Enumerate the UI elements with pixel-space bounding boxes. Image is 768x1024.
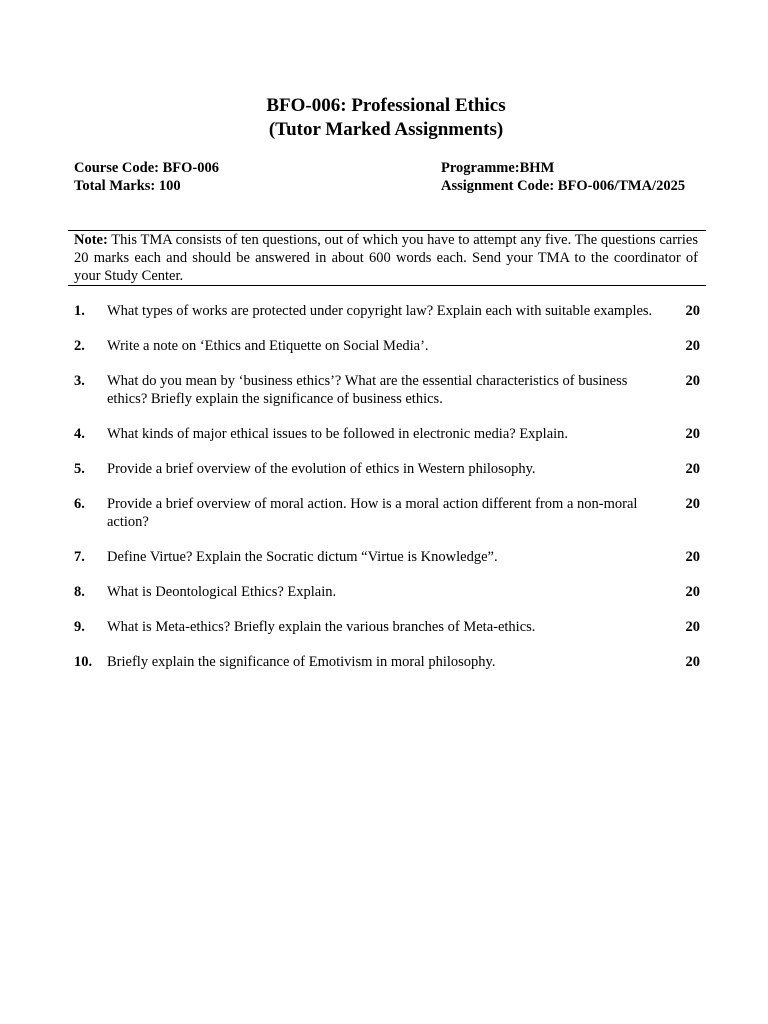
- programme: Programme:BHM: [441, 160, 555, 176]
- question-list: [74, 302, 700, 688]
- note-label: Note:: [74, 232, 108, 248]
- question-number: 4.: [74, 426, 85, 442]
- question-number: 5.: [74, 461, 85, 477]
- question-number: 7.: [74, 549, 85, 565]
- question-text: Define Virtue? Explain the Socratic dictum “Virtue is Knowledge”.: [107, 549, 498, 565]
- question-text: What do you mean by ‘business ethics’? What are the essential characteristics of business ethics? Briefly explain the significance of business ethics.: [107, 373, 628, 407]
- question-number: 1.: [74, 303, 85, 319]
- question-item: [74, 583, 700, 601]
- question-number: 10.: [74, 654, 93, 670]
- question-marks: 20: [685, 373, 700, 389]
- question-text: Provide a brief overview of the evolution of ethics in Western philosophy.: [107, 461, 536, 477]
- course-code: Course Code: BFO-006: [74, 160, 219, 176]
- question-marks: 20: [685, 619, 700, 635]
- question-number: 6.: [74, 496, 85, 512]
- question-marks: 20: [685, 303, 700, 319]
- question-item: [74, 372, 700, 408]
- note-box: [74, 231, 698, 285]
- question-number: 9.: [74, 619, 85, 635]
- total-marks: Total Marks: 100: [74, 178, 181, 194]
- question-text: What is Deontological Ethics? Explain.: [107, 584, 337, 600]
- question-item: [74, 302, 700, 320]
- question-marks: 20: [685, 549, 700, 565]
- question-text: What kinds of major ethical issues to be followed in electronic media? Explain.: [107, 426, 569, 442]
- question-text: What types of works are protected under copyright law? Explain each with suitable examples.: [107, 303, 653, 319]
- question-item: [74, 337, 700, 355]
- question-number: 8.: [74, 584, 85, 600]
- question-item: [74, 548, 700, 566]
- assignment-code: Assignment Code: BFO-006/TMA/2025: [441, 178, 686, 194]
- question-marks: 20: [685, 654, 700, 670]
- divider-bottom: [68, 285, 706, 286]
- question-marks: 20: [685, 461, 700, 477]
- question-text: What is Meta-ethics? Briefly explain the various branches of Meta-ethics.: [107, 619, 536, 635]
- question-number: 2.: [74, 338, 85, 354]
- question-text: Briefly explain the significance of Emotivism in moral philosophy.: [107, 654, 496, 670]
- question-marks: 20: [685, 338, 700, 354]
- question-number: 3.: [74, 373, 85, 389]
- question-item: [74, 460, 700, 478]
- page-title: BFO-006: Professional Ethics: [266, 95, 506, 116]
- question-item: [74, 495, 700, 531]
- question-item: [74, 618, 700, 636]
- question-text: Write a note on ‘Ethics and Etiquette on Social Media’.: [107, 338, 429, 354]
- question-text: Provide a brief overview of moral action. How is a moral action different from a non-moral action?: [107, 496, 638, 530]
- note-text: This TMA consists of ten questions, out of which you have to attempt any five. The questions carries 20 marks each and should be answered in about 600 words each. Send your TMA to the coordinator of your Study Center.: [74, 232, 698, 284]
- question-item: [74, 653, 700, 671]
- question-marks: 20: [685, 584, 700, 600]
- question-marks: 20: [685, 426, 700, 442]
- question-marks: 20: [685, 496, 700, 512]
- question-item: [74, 425, 700, 443]
- page-subtitle: (Tutor Marked Assignments): [268, 119, 504, 140]
